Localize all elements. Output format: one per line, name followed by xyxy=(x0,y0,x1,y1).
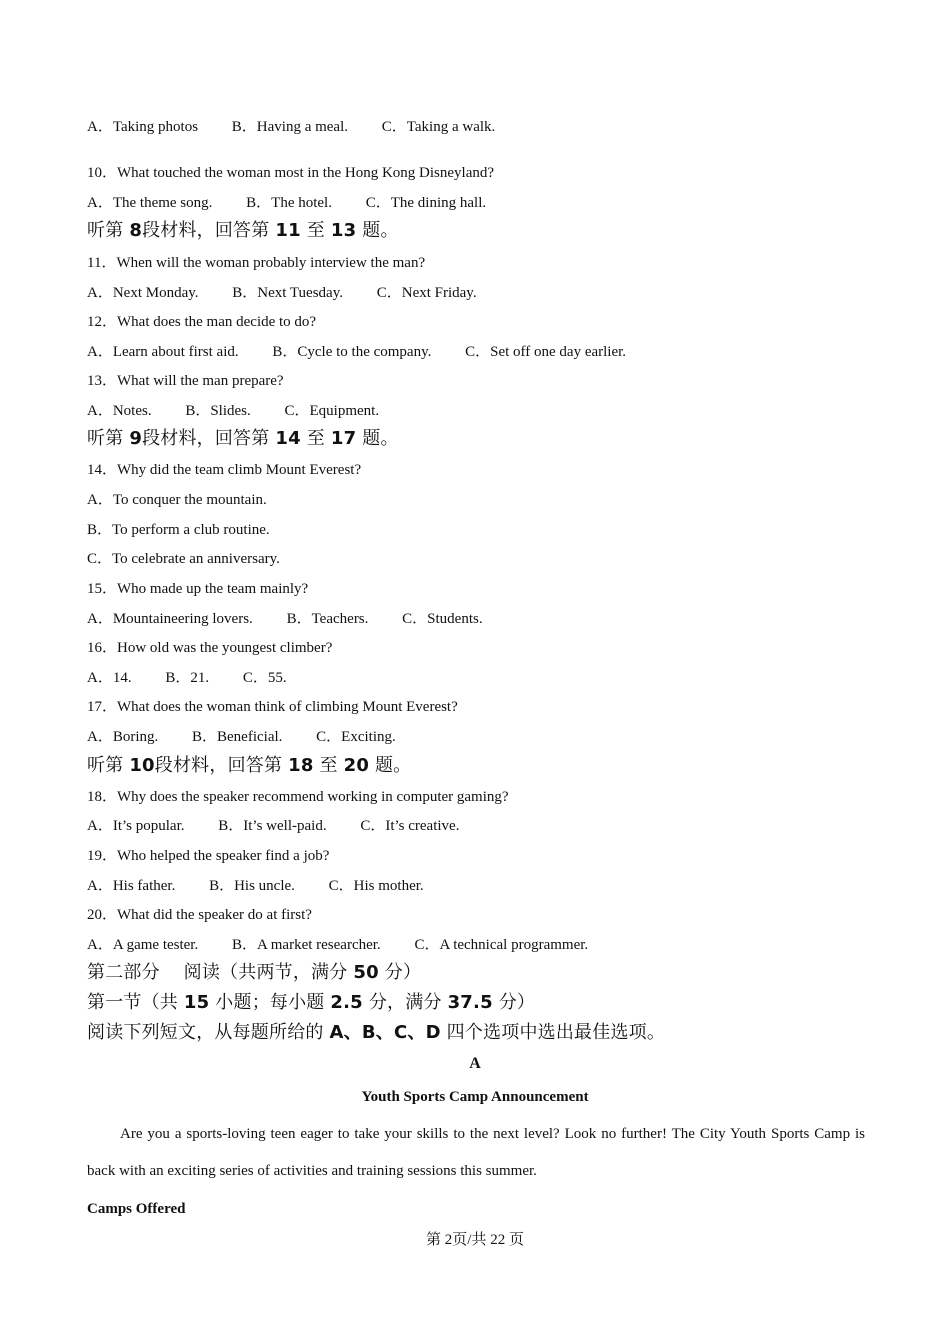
option-a: A．Learn about first aid. xyxy=(87,344,239,360)
question-10: 10．What touched the woman most in the Hong Kong Disneyland? xyxy=(87,165,495,181)
option-a: A．Mountaineering lovers. xyxy=(87,611,253,627)
option-b: B．Cycle to the company. xyxy=(272,344,432,360)
passage-title: Youth Sports Camp Announcement xyxy=(361,1089,589,1105)
question-17-options xyxy=(87,727,396,747)
option-c: C．The dining hall. xyxy=(365,195,487,211)
option-b: B．His uncle. xyxy=(209,878,295,894)
question-18-options xyxy=(87,816,459,836)
option-a: A．A game tester. xyxy=(87,937,199,953)
option-c: C．It’s creative. xyxy=(360,818,460,834)
question-14-option-b: B．To perform a club routine. xyxy=(87,522,270,538)
question-13-options xyxy=(87,401,379,421)
question-9-options xyxy=(87,117,495,137)
option-b: B．21. xyxy=(165,670,210,686)
option-c: C．His mother. xyxy=(328,878,424,894)
question-15-options xyxy=(87,609,483,629)
question-16-options xyxy=(87,668,287,688)
option-b: B．Slides. xyxy=(185,403,251,419)
question-20: 20．What did the speaker do at first? xyxy=(87,907,312,923)
option-c: C．55. xyxy=(242,670,287,686)
question-14-option-c: C．To celebrate an anniversary. xyxy=(87,551,280,567)
option-b: B．Having a meal. xyxy=(231,119,349,135)
option-a: A．Notes. xyxy=(87,403,152,419)
question-11: 11．When will the woman probably interview the man? xyxy=(87,255,426,271)
question-13: 13．What will the man prepare? xyxy=(87,373,284,389)
question-15: 15．Who made up the team mainly? xyxy=(87,581,309,597)
question-20-options xyxy=(87,935,588,955)
option-a: A．Next Monday. xyxy=(87,285,199,301)
passage-paragraph: Are you a sports-loving teen eager to take your skills to the next level? Look no further! The City Youth Sports Camp is back with an exciting series of activities and training sessions this summer. xyxy=(87,1126,865,1179)
option-a: A．His father. xyxy=(87,878,176,894)
question-14-option-a: A．To conquer the mountain. xyxy=(87,492,267,508)
option-a: A．Boring. xyxy=(87,729,159,745)
option-b: B．Next Tuesday. xyxy=(232,285,343,301)
question-19-options xyxy=(87,876,424,896)
question-19: 19．Who helped the speaker find a job? xyxy=(87,848,330,864)
section-1-header: 第一节（共 15 小题；每小题 2.5 分，满分 37.5 分） xyxy=(87,992,536,1013)
section-10-header: 听第 10段材料，回答第 18 至 20 题。 xyxy=(87,755,412,776)
section-9-header: 听第 9段材料，回答第 14 至 17 题。 xyxy=(87,428,399,449)
option-c: C．Next Friday. xyxy=(376,285,477,301)
option-b: B．A market researcher. xyxy=(231,937,381,953)
option-a: A．The theme song. xyxy=(87,195,213,211)
option-c: C．Taking a walk. xyxy=(381,119,496,135)
camps-offered-heading: Camps Offered xyxy=(87,1201,186,1217)
option-a: A．It’s popular. xyxy=(87,818,185,834)
section-8-header: 听第 8段材料，回答第 11 至 13 题。 xyxy=(87,220,399,241)
option-a: A．14. xyxy=(87,670,132,686)
question-12-options xyxy=(87,342,626,362)
option-c: C．A technical programmer. xyxy=(414,937,589,953)
question-17: 17．What does the woman think of climbing Mount Everest? xyxy=(87,699,458,715)
option-b: B．It’s well-paid. xyxy=(218,818,327,834)
question-14: 14．Why did the team climb Mount Everest? xyxy=(87,462,362,478)
option-b: B．Beneficial. xyxy=(192,729,283,745)
question-12: 12．What does the man decide to do? xyxy=(87,314,317,330)
option-c: C．Set off one day earlier. xyxy=(465,344,627,360)
part-2-header: 第二部分 阅读（共两节，满分 50 分） xyxy=(87,962,422,983)
option-c: C．Equipment. xyxy=(284,403,380,419)
question-11-options xyxy=(87,283,477,303)
option-b: B．The hotel. xyxy=(246,195,332,211)
passage-letter: A xyxy=(469,1055,481,1072)
option-b: B．Teachers. xyxy=(286,611,369,627)
reading-instruction: 阅读下列短文，从每题所给的 A、B、C、D 四个选项中选出最佳选项。 xyxy=(87,1022,666,1043)
question-10-options xyxy=(87,193,486,213)
page-footer: 第 2页/共 22 页 xyxy=(426,1232,524,1248)
question-16: 16．How old was the youngest climber? xyxy=(87,640,333,656)
question-18: 18．Why does the speaker recommend working in computer gaming? xyxy=(87,789,509,805)
option-c: C．Students. xyxy=(402,611,483,627)
option-a: A．Taking photos xyxy=(87,119,199,135)
option-c: C．Exciting. xyxy=(316,729,396,745)
